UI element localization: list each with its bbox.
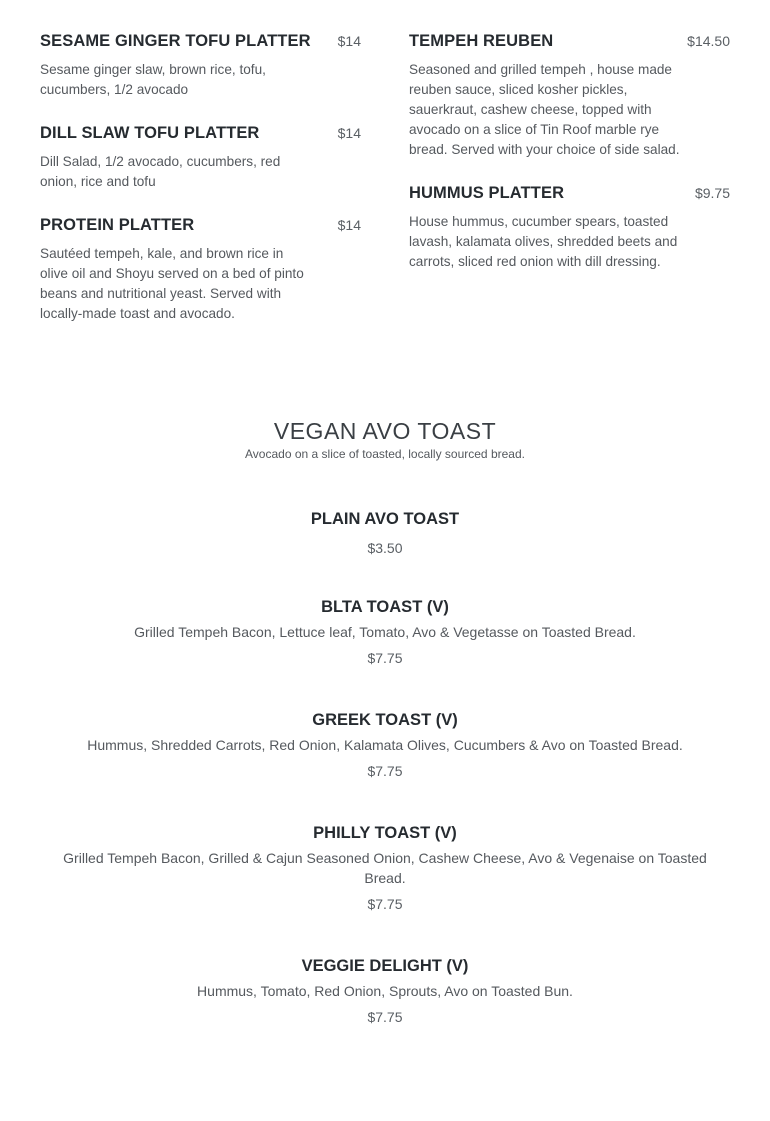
menu-item [409,32,730,160]
menu-item [40,32,361,100]
item-price: $9.75 [694,185,730,201]
toast-item [50,822,720,914]
toast-price: $7.75 [367,763,403,779]
item-price: $14 [337,217,361,233]
item-description: Dill Salad, 1/2 avocado, cucumbers, red onion, rice and tofu [40,154,281,189]
menu-item [40,216,361,324]
item-description: Sesame ginger slaw, brown rice, tofu, cucumbers, 1/2 avocado [40,62,266,97]
item-description: Seasoned and grilled tempeh , house made reuben sauce, sliced kosher pickles, sauerkraut, cashew cheese, topped with avocado on a slice of Tin Roof marble rye bread. Served with your choice of side salad. [409,62,680,157]
toast-price: $7.75 [367,896,403,912]
toast-name: BLTA TOAST (V) [321,598,449,616]
left-column [40,32,361,348]
menu-item [409,184,730,272]
platter-columns [40,32,730,348]
toast-description: Grilled Tempeh Bacon, Grilled & Cajun Seasoned Onion, Cashew Cheese, Avo & Vegenaise on Toasted Bread. [63,850,707,886]
toast-item [50,955,720,1027]
item-name: PROTEIN PLATTER [40,216,195,234]
toast-name: GREEK TOAST (V) [312,711,458,729]
avo-toast-section-header [0,416,770,461]
right-column [409,32,730,348]
item-name: HUMMUS PLATTER [409,184,565,202]
toast-item [50,596,720,668]
toast-description: Hummus, Shredded Carrots, Red Onion, Kalamata Olives, Cucumbers & Avo on Toasted Bread. [87,737,683,753]
item-price: $14 [337,33,361,49]
toast-item [50,709,720,781]
item-price: $14 [337,125,361,141]
section-subtitle: Avocado on a slice of toasted, locally sourced bread. [245,447,525,461]
section-title: VEGAN AVO TOAST [273,418,497,444]
toast-price: $3.50 [367,540,403,556]
toast-description: Grilled Tempeh Bacon, Lettuce leaf, Tomato, Avo & Vegetasse on Toasted Bread. [134,624,636,640]
toast-item [50,508,720,558]
item-name: SESAME GINGER TOFU PLATTER [40,32,311,50]
toast-description: Hummus, Tomato, Red Onion, Sprouts, Avo on Toasted Bun. [197,983,573,999]
toast-price: $7.75 [367,1009,403,1025]
item-description: Sautéed tempeh, kale, and brown rice in olive oil and Shoyu served on a bed of pinto beans and nutritional yeast. Served with locally-made toast and avocado. [40,246,304,321]
item-name: TEMPEH REUBEN [409,32,554,50]
item-price: $14.50 [687,33,730,49]
item-description: House hummus, cucumber spears, toasted lavash, kalamata olives, shredded beets and carrots, sliced red onion with dill dressing. [409,214,678,269]
menu-item [40,124,361,192]
toast-name: PLAIN AVO TOAST [310,510,460,528]
item-name: DILL SLAW TOFU PLATTER [40,124,260,142]
toast-name: PHILLY TOAST (V) [313,824,457,842]
toast-name: VEGGIE DELIGHT (V) [301,957,469,975]
toast-price: $7.75 [367,650,403,666]
